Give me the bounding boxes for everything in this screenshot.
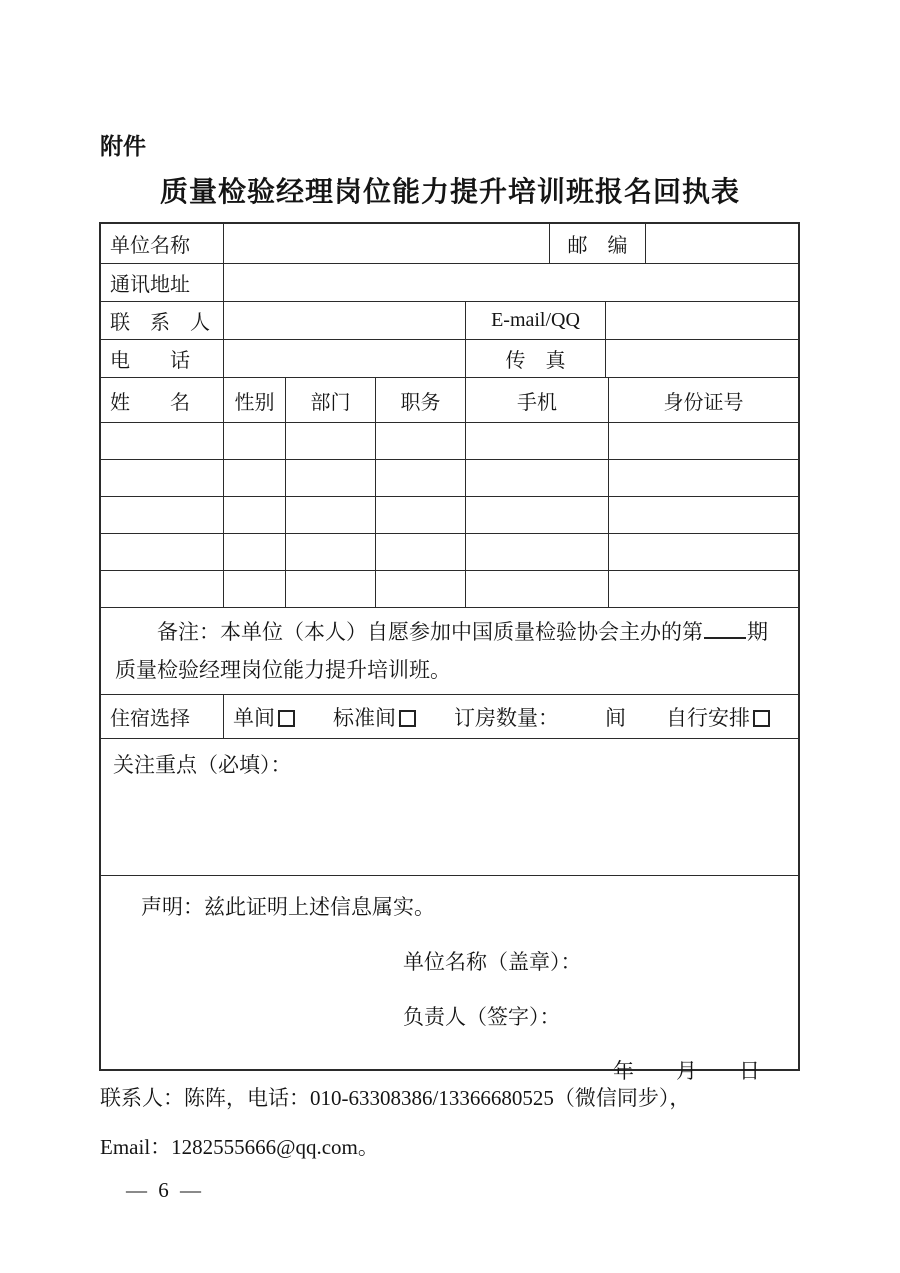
attendee-cell	[466, 534, 609, 570]
attendee-cell	[286, 460, 376, 496]
attendee-cell	[466, 423, 609, 459]
page-number: — 6 —	[126, 1178, 204, 1202]
option-self-arrange-label: 自行安排	[666, 705, 750, 730]
column-header-position: 职务	[376, 378, 466, 422]
attendee-cell	[286, 534, 376, 570]
postal-code-field	[646, 224, 798, 263]
fax-field	[606, 340, 798, 377]
remark-cell	[101, 608, 798, 694]
contact-label: 联 系 人	[101, 302, 224, 339]
attendee-cell	[101, 534, 224, 570]
checkbox-icon	[399, 710, 416, 727]
remark-text-prefix: 备注：本单位（本人）自愿参加中国质量检验协会主办的第	[157, 620, 703, 644]
attendee-cell	[224, 534, 286, 570]
address-field	[224, 264, 798, 301]
attendee-row	[101, 497, 798, 534]
attendee-cell	[101, 460, 224, 496]
date-label: 年 月 日	[613, 1059, 760, 1083]
attendee-cell	[466, 460, 609, 496]
footer-email-line: Email：1282555666@qq.com。	[100, 1135, 379, 1159]
attendee-cell	[609, 460, 798, 496]
attendee-row	[101, 423, 798, 460]
attendee-cell	[609, 497, 798, 533]
attendee-cell	[286, 497, 376, 533]
checkbox-icon	[278, 710, 295, 727]
attendee-cell	[609, 423, 798, 459]
attendee-cell	[224, 460, 286, 496]
phone-field	[224, 340, 466, 377]
option-standard-room	[333, 702, 416, 732]
attendee-cell	[376, 571, 466, 607]
attendee-cell	[224, 423, 286, 459]
row-attendee-header	[101, 378, 798, 423]
focus-label: 关注重点（必填）：	[113, 753, 292, 777]
row-remark	[101, 608, 798, 695]
attendee-cell	[466, 571, 609, 607]
option-single-room-label: 单间	[233, 705, 275, 730]
row-accommodation	[101, 695, 798, 739]
attendee-cell	[376, 460, 466, 496]
attendee-cell	[286, 571, 376, 607]
row-address	[101, 264, 798, 302]
column-header-id-number: 身份证号	[663, 391, 744, 414]
attendee-cell	[376, 534, 466, 570]
declaration-statement: 声明：兹此证明上述信息属实。	[141, 895, 435, 919]
row-unit-name	[101, 224, 798, 264]
option-single-room	[233, 702, 295, 732]
email-qq-label: E-mail/QQ	[466, 302, 606, 339]
remark-line1	[157, 613, 784, 651]
address-label: 通讯地址	[101, 264, 224, 301]
option-self-arrange	[666, 702, 770, 732]
attendee-row	[101, 571, 798, 608]
row-contact	[101, 302, 798, 340]
option-standard-room-label: 标准间	[333, 705, 396, 730]
attachment-label: 附件	[100, 134, 146, 159]
attendee-cell	[101, 423, 224, 459]
attendee-cell	[376, 497, 466, 533]
attendee-cell	[609, 571, 798, 607]
email-qq-field	[606, 302, 798, 339]
signature-label: 负责人（签字）：	[403, 1005, 561, 1029]
row-focus	[101, 739, 798, 876]
attendee-row	[101, 460, 798, 497]
row-phone	[101, 340, 798, 378]
org-seal-label: 单位名称（盖章）：	[403, 950, 582, 974]
room-unit-label: 间	[605, 705, 626, 730]
attendee-cell	[224, 497, 286, 533]
contact-field	[224, 302, 466, 339]
attendee-cell	[101, 571, 224, 607]
declaration-cell	[101, 876, 798, 1083]
phone-label: 电 话	[101, 340, 224, 377]
fax-label: 传 真	[466, 340, 606, 377]
attendee-cell	[376, 423, 466, 459]
postal-code-label: 邮 编	[550, 224, 646, 263]
fill-in-blank	[704, 618, 746, 639]
registration-form-table	[99, 222, 800, 1083]
accommodation-options	[224, 695, 798, 738]
row-declaration	[101, 876, 798, 1083]
attendee-row	[101, 534, 798, 571]
attendee-cell	[609, 534, 798, 570]
attendee-cell	[224, 571, 286, 607]
unit-name-field	[224, 224, 550, 263]
attendee-cell	[101, 497, 224, 533]
remark-text-suffix: 期	[747, 620, 768, 644]
remark-line2: 质量检验经理岗位能力提升培训班。	[115, 658, 451, 682]
column-header-mobile: 手机	[466, 378, 609, 422]
attendee-cell	[286, 423, 376, 459]
footer-contact-line: 联系人：陈阵，电话：010-63308386/13366680525（微信同步），	[100, 1086, 691, 1110]
column-header-name: 姓 名	[101, 378, 224, 422]
checkbox-icon	[753, 710, 770, 727]
column-header-gender: 性别	[224, 378, 286, 422]
form-title: 质量检验经理岗位能力提升培训班报名回执表	[159, 177, 740, 208]
attendee-cell	[466, 497, 609, 533]
room-count-label: 订房数量：	[454, 705, 559, 730]
accommodation-label: 住宿选择	[101, 695, 224, 738]
column-header-department: 部门	[286, 378, 376, 422]
unit-name-label: 单位名称	[101, 224, 224, 263]
